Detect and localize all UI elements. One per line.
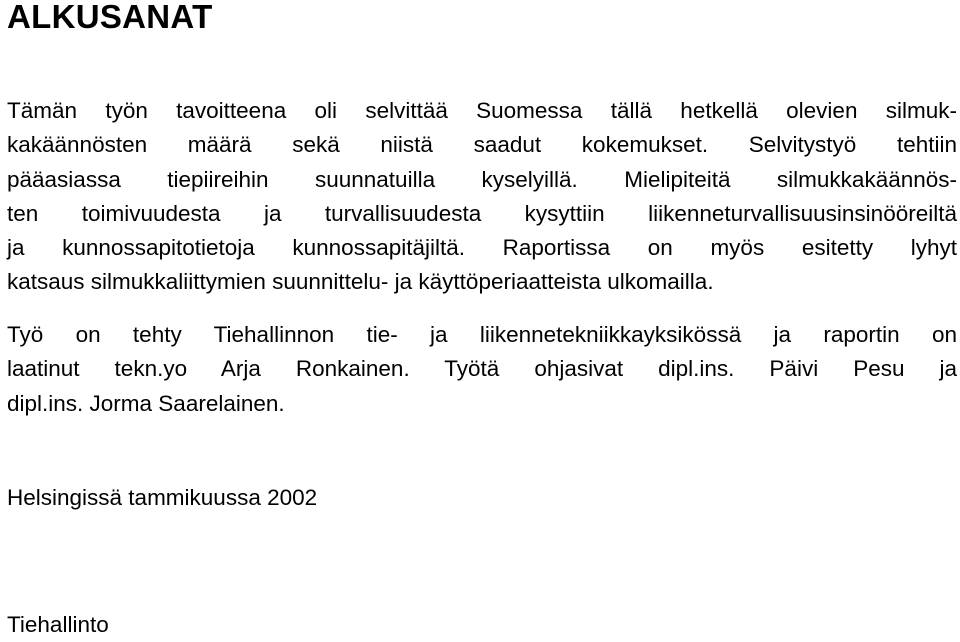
paragraph-line: kakäännösten määrä sekä niistä saadut kokemukset. Selvitystyö tehtiin [7,132,957,158]
paragraph-line: Tämän työn tavoitteena oli selvittää Suomessa tällä hetkellä olevien silmuk- [7,98,957,123]
paragraph-line: katsaus silmukkaliittymien suunnittelu- ja käyttöperiaatteista ulkomailla. [7,269,714,295]
paragraph-line: Työ on tehty Tiehallinnon tie- ja liikennetekniikkayksikössä ja raportin on [7,322,957,347]
paragraph-line: pääasiassa tiepiireihin suunnatuilla kyselyillä. Mielipiteitä silmukkakäännös- [7,166,957,192]
place-and-date: Helsingissä tammikuussa 2002 [7,485,318,510]
paragraph-credits [7,318,957,421]
paragraph-line: ja kunnossapitotietoja kunnossapitäjiltä. Raportissa on myös esitetty lyhyt [7,235,957,261]
paragraph-line: ten toimivuudesta ja turvallisuudesta kysyttiin liikenneturvallisuusinsinööreiltä [7,200,957,226]
paragraph-aim [7,94,957,300]
signature-organization: Tiehallinto [7,612,109,637]
paragraph-line: dipl.ins. Jorma Saarelainen. [7,390,285,416]
document-title: ALKUSANAT [7,0,213,35]
paragraph-line: laatinut tekn.yo Arja Ronkainen. Työtä ohjasivat dipl.ins. Päivi Pesu ja [7,356,957,382]
